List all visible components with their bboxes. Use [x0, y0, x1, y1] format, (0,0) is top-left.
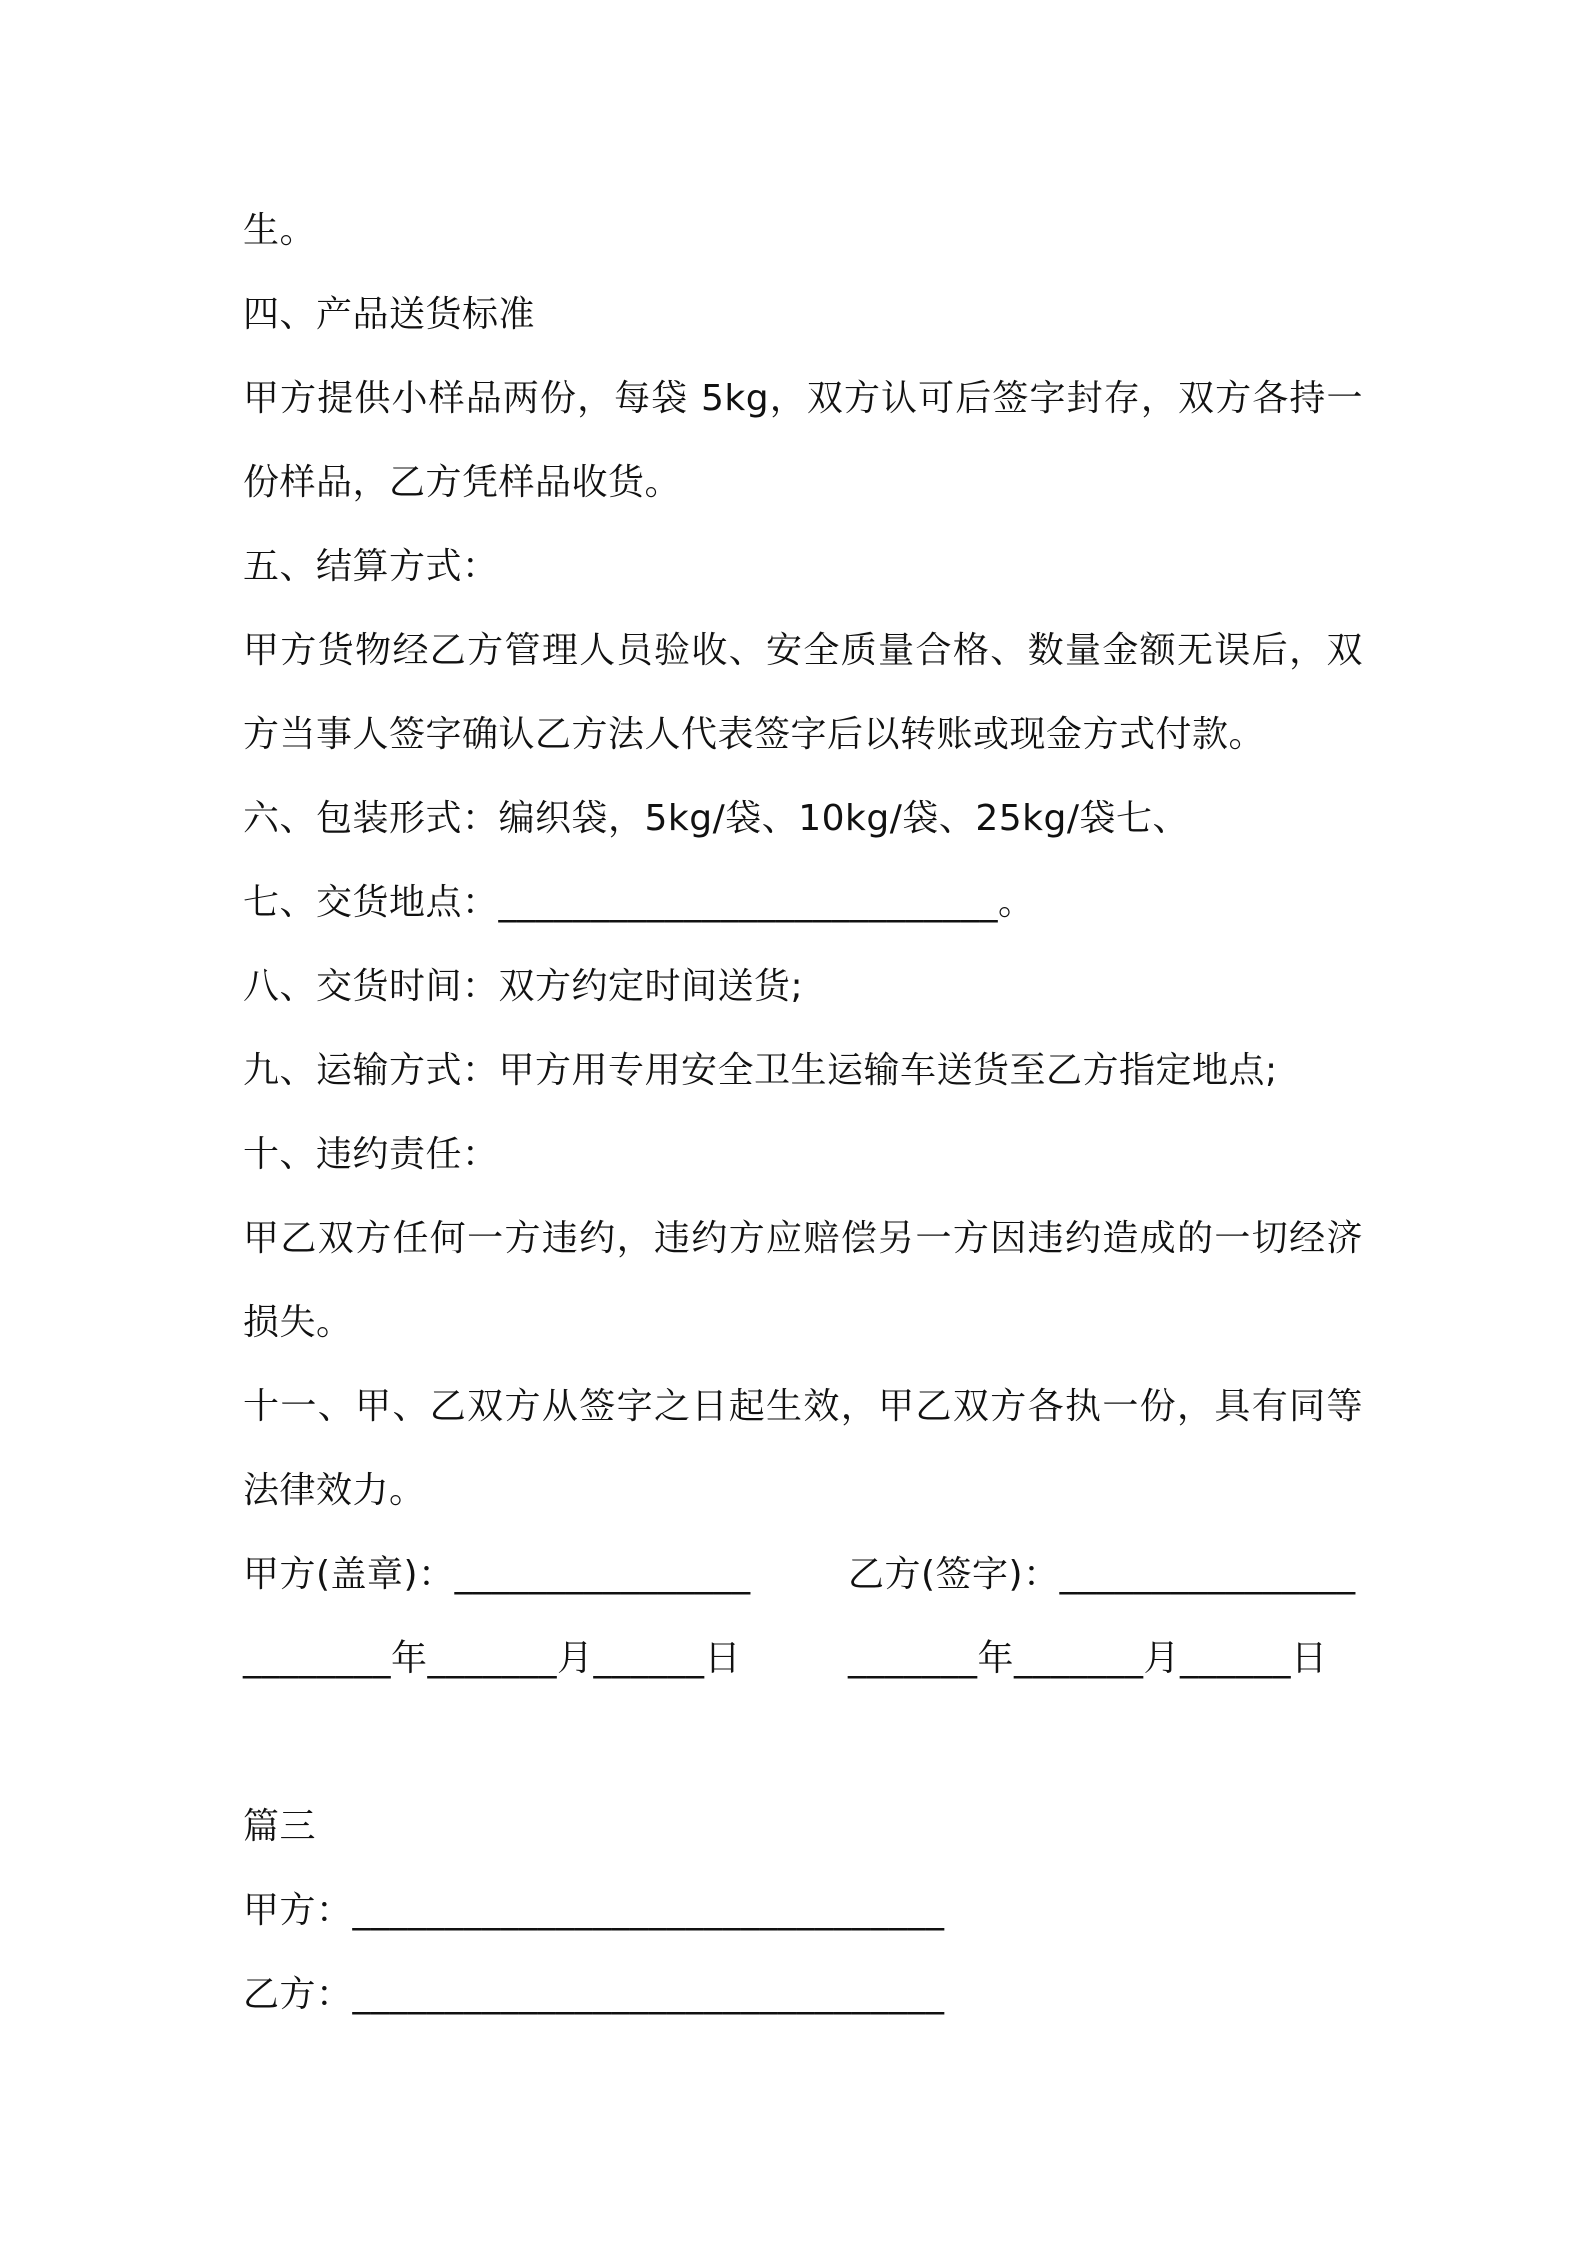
paragraph-line: 损失。 [243, 1302, 353, 1343]
party-a-signature: 甲方(盖章)：________________ [243, 1554, 751, 1595]
party-a-date: ________年_______月______日 [243, 1638, 741, 1679]
section-heading: 四、产品送货标准 [243, 294, 536, 335]
paragraph-line: 生。 [243, 210, 317, 251]
paragraph-line: 份样品，乙方凭样品收货。 [243, 462, 682, 503]
section-heading: 六、包装形式：编织袋，5kg/袋、10kg/袋、25kg/袋七、 [243, 798, 1190, 839]
section-heading: 九、运输方式：甲方用专用安全卫生运输车送货至乙方指定地点; [243, 1050, 1278, 1091]
section-title: 篇三 [243, 1806, 317, 1847]
section-heading: 五、结算方式： [243, 546, 499, 587]
paragraph-line: 甲乙双方任何一方违约，违约方应赔偿另一方因违约造成的一切经济 [243, 1218, 1363, 1259]
party-b-date: _______年_______月______日 [848, 1638, 1328, 1679]
section-heading: 十一、甲、乙双方从签字之日起生效，甲乙双方各执一份，具有同等 [243, 1386, 1363, 1427]
party-a-field: 甲方：________________________________ [243, 1890, 945, 1931]
section-heading: 十、违约责任： [243, 1134, 499, 1175]
paragraph-line: 方当事人签字确认乙方法人代表签字后以转账或现金方式付款。 [243, 714, 1266, 755]
section-heading: 七、交货地点：___________________________。 [243, 882, 1035, 923]
party-b-signature: 乙方(签字)：________________ [848, 1554, 1356, 1595]
paragraph-line: 甲方提供小样品两份，每袋 5kg，双方认可后签字封存，双方各持一 [243, 378, 1363, 419]
paragraph-line: 甲方货物经乙方管理人员验收、安全质量合格、数量金额无误后，双 [243, 630, 1363, 671]
party-b-field: 乙方：________________________________ [243, 1974, 945, 2015]
paragraph-line: 法律效力。 [243, 1470, 426, 1511]
section-heading: 八、交货时间：双方约定时间送货; [243, 966, 804, 1007]
